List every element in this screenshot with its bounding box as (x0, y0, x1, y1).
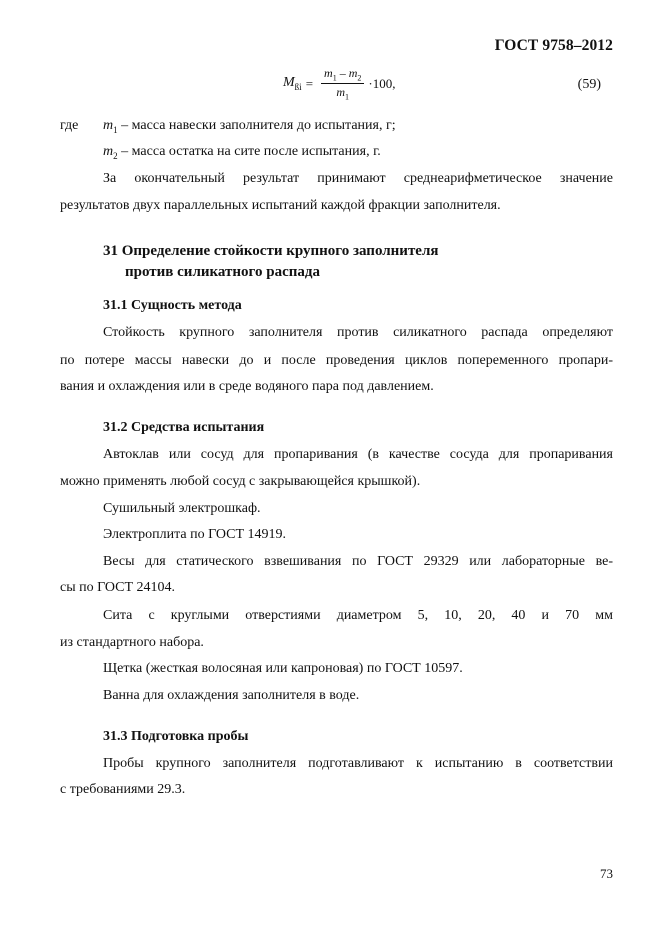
formula-lhs-subscript: ßi (294, 82, 302, 93)
s313-line1: Пробы крупного заполнителя подготавливают к испытанию в соответствии (103, 756, 613, 771)
section-31-title: 31 Определение стойкости крупного заполнителя (103, 243, 439, 259)
s312-line7: Сита с круглыми отверстиями диаметром 5, 10, 20, 40 и 70 мм (103, 608, 613, 623)
where-m1 (103, 119, 396, 135)
s312-line6: сы по ГОСТ 24104. (60, 580, 176, 595)
formula-fraction (321, 66, 364, 102)
s312-line9: Щетка (жесткая волосяная или капроновая) по ГОСТ 10597. (103, 661, 463, 676)
formula-tail: ·100, (368, 75, 396, 91)
where-label: где (60, 118, 79, 133)
m2-subscript: 2 (113, 150, 118, 161)
m2-symbol: m (103, 144, 114, 159)
standard-header: ГОСТ 9758–2012 (494, 37, 613, 54)
m1-subscript: 1 (113, 124, 118, 135)
s312-line4: Электроплита по ГОСТ 14919. (103, 527, 287, 542)
s312-line5: Весы для статического взвешивания по ГОСТ 29329 или лабораторные ве- (103, 554, 613, 569)
m1-symbol: m (103, 118, 114, 133)
s312-line1: Автоклав или сосуд для пропаривания (в качестве сосуда для пропаривания (103, 447, 613, 462)
subsection-31-3-heading: 31.3 Подготовка пробы (103, 729, 249, 744)
where-m2 (103, 145, 381, 161)
formula-lhs (283, 75, 302, 92)
result-paragraph-line2: результатов двух параллельных испытаний каждой фракции заполнителя. (60, 198, 501, 213)
formula-numerator (321, 66, 364, 84)
s312-line8: из стандартного набора. (60, 635, 204, 650)
s312-line10: Ванна для охлаждения заполнителя в воде. (103, 688, 360, 703)
den-m1-sub: 1 (345, 92, 350, 102)
subsection-31-2-heading: 31.2 Средства испытания (103, 420, 265, 435)
result-paragraph-line1: За окончательный результат принимают среднеарифметическое значение (103, 171, 613, 186)
section-31-title-cont: против силикатного распада (125, 264, 320, 280)
m2-description: – масса остатка на сите после испытания, г. (117, 144, 381, 159)
equation-number: (59) (577, 77, 601, 92)
s311-line2: по потере массы навески до и после проведения циклов попеременного пропари- (60, 353, 613, 368)
subsection-31-1-heading: 31.1 Сущность метода (103, 298, 242, 313)
num-minus: – (336, 66, 349, 80)
num-m1-sub: 1 (332, 73, 337, 83)
formula-denominator (336, 84, 349, 101)
formula-equals: = (305, 75, 314, 91)
num-m2: m (348, 66, 358, 80)
page-number: 73 (600, 866, 613, 881)
m1-description: – масса навески заполнителя до испытания, г; (117, 118, 396, 133)
num-m2-sub: 2 (357, 73, 362, 83)
s312-line3: Сушильный электрошкаф. (103, 501, 261, 516)
den-m1: m (336, 85, 346, 100)
num-m1: m (324, 66, 333, 80)
s311-line1: Стойкость крупного заполнителя против силикатного распада определяют (103, 325, 613, 340)
s312-line2: можно применять любой сосуд с закрывающейся крышкой). (60, 474, 421, 489)
s313-line2: с требованиями 29.3. (60, 782, 186, 797)
s311-line3: вания и охлаждения или в среде водяного пара под давлением. (60, 379, 434, 394)
formula-59 (283, 66, 395, 102)
formula-lhs-symbol: M (283, 75, 295, 91)
